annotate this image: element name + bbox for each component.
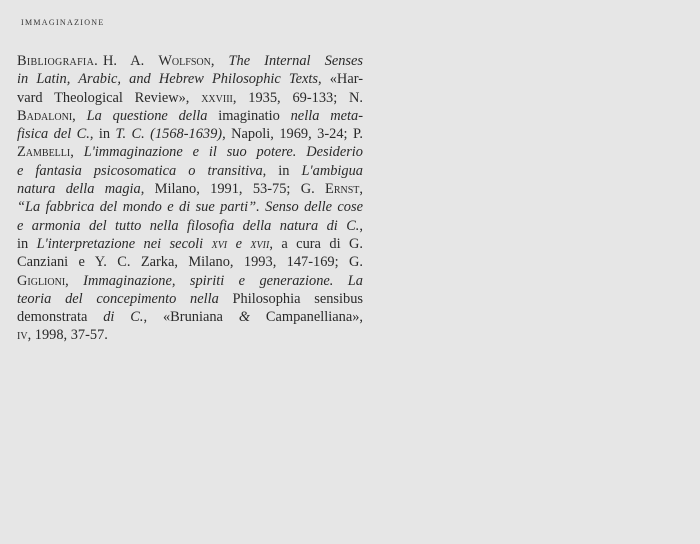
text-segment: L'immaginazione e il suo potere. Desiderio	[83, 144, 363, 161]
text-segment: Canziani e Y. C. Zarka, Milano, 1993, 147-169; G.	[17, 254, 363, 271]
bibliography-text	[17, 52, 363, 345]
text-segment: vard Theological Review»,	[17, 89, 202, 106]
text-segment: , «Bruniana	[143, 309, 239, 326]
text-segment: &	[238, 309, 251, 326]
text-segment: H. A.	[102, 53, 159, 69]
bibliography-line	[17, 308, 363, 326]
text-segment: T. C. (1568-1639)	[115, 126, 223, 143]
text-segment: L'ambigua	[301, 162, 363, 179]
text-segment: , 1935, 69-133; N.	[232, 89, 363, 106]
text-segment: xvi	[211, 235, 228, 252]
text-segment: ,	[210, 53, 229, 69]
text-segment: , Napoli, 1969, 3-24; P.	[222, 126, 363, 143]
text-segment: Badaloni	[17, 107, 73, 124]
running-head: immaginazione	[21, 16, 105, 28]
bibliography-line	[17, 143, 363, 161]
text-segment: e fantasia psicosomatica o transitiva	[17, 162, 263, 179]
text-segment: demonstrata	[17, 309, 104, 326]
text-segment: teoria del concepimento nella	[17, 290, 219, 307]
bibliography-line	[17, 235, 363, 253]
bibliography-line	[17, 326, 363, 344]
text-segment: imaginatio	[207, 107, 291, 124]
text-segment: natura della magia	[17, 181, 141, 198]
text-segment: Campanelliana»,	[250, 309, 363, 326]
bibliography-line	[17, 253, 363, 271]
text-segment: The Internal Senses	[228, 53, 363, 69]
text-segment: ,	[70, 144, 84, 161]
text-segment: “La fabbrica del mondo e di sue parti”. Senso delle cose	[17, 199, 363, 216]
bibliography-line	[17, 70, 363, 88]
bibliography-line	[17, 125, 363, 143]
text-segment: ,	[72, 107, 87, 124]
bibliography-line	[17, 272, 363, 290]
text-segment: xxviii	[201, 89, 233, 106]
text-segment: Zambelli	[17, 144, 71, 161]
bibliography-line	[17, 89, 363, 107]
bibliography-line	[17, 290, 363, 308]
bibliography-entry	[17, 52, 363, 345]
bibliography-label: Bibliografia.	[17, 53, 98, 69]
text-segment: ,	[359, 217, 363, 234]
bibliography-line	[17, 217, 363, 235]
text-segment: , a cura di G.	[269, 235, 364, 252]
bibliography-line	[17, 198, 363, 216]
text-segment: ,	[359, 181, 363, 198]
text-segment: di C.	[103, 309, 144, 326]
text-segment: e	[227, 235, 251, 252]
text-segment: ,	[65, 272, 84, 289]
text-segment: Ernst	[325, 181, 360, 198]
text-segment: , in	[262, 162, 302, 179]
text-segment: Wolfson	[158, 53, 211, 69]
text-segment: Giglioni	[17, 272, 66, 289]
text-segment: , 1998, 37-57.	[27, 327, 108, 344]
text-segment: Immaginazione, spiriti e generazione. La	[83, 272, 363, 289]
text-segment: e armonia del tutto nella filosofia della natura di C.	[17, 217, 360, 234]
text-segment: La questione della	[86, 107, 208, 124]
text-segment: , Milano, 1991, 53-75; G.	[140, 181, 326, 198]
bibliography-line	[17, 162, 363, 180]
text-segment: Philosophia sensibus	[218, 290, 363, 307]
text-segment: in	[17, 235, 37, 252]
text-segment: nella meta-	[290, 107, 363, 124]
bibliography-line	[17, 107, 363, 125]
text-segment: , «Har-	[317, 71, 363, 88]
text-segment: , in	[89, 126, 116, 143]
text-segment: fisica del C.	[17, 126, 90, 143]
text-segment: iv	[17, 327, 28, 344]
bibliography-line	[17, 52, 363, 70]
text-segment: L'interpretazione nei secoli	[36, 235, 212, 252]
text-segment: in Latin, Arabic, and Hebrew Philosophic Texts	[17, 71, 318, 88]
text-segment: xvii	[250, 235, 270, 252]
bibliography-line	[17, 180, 363, 198]
